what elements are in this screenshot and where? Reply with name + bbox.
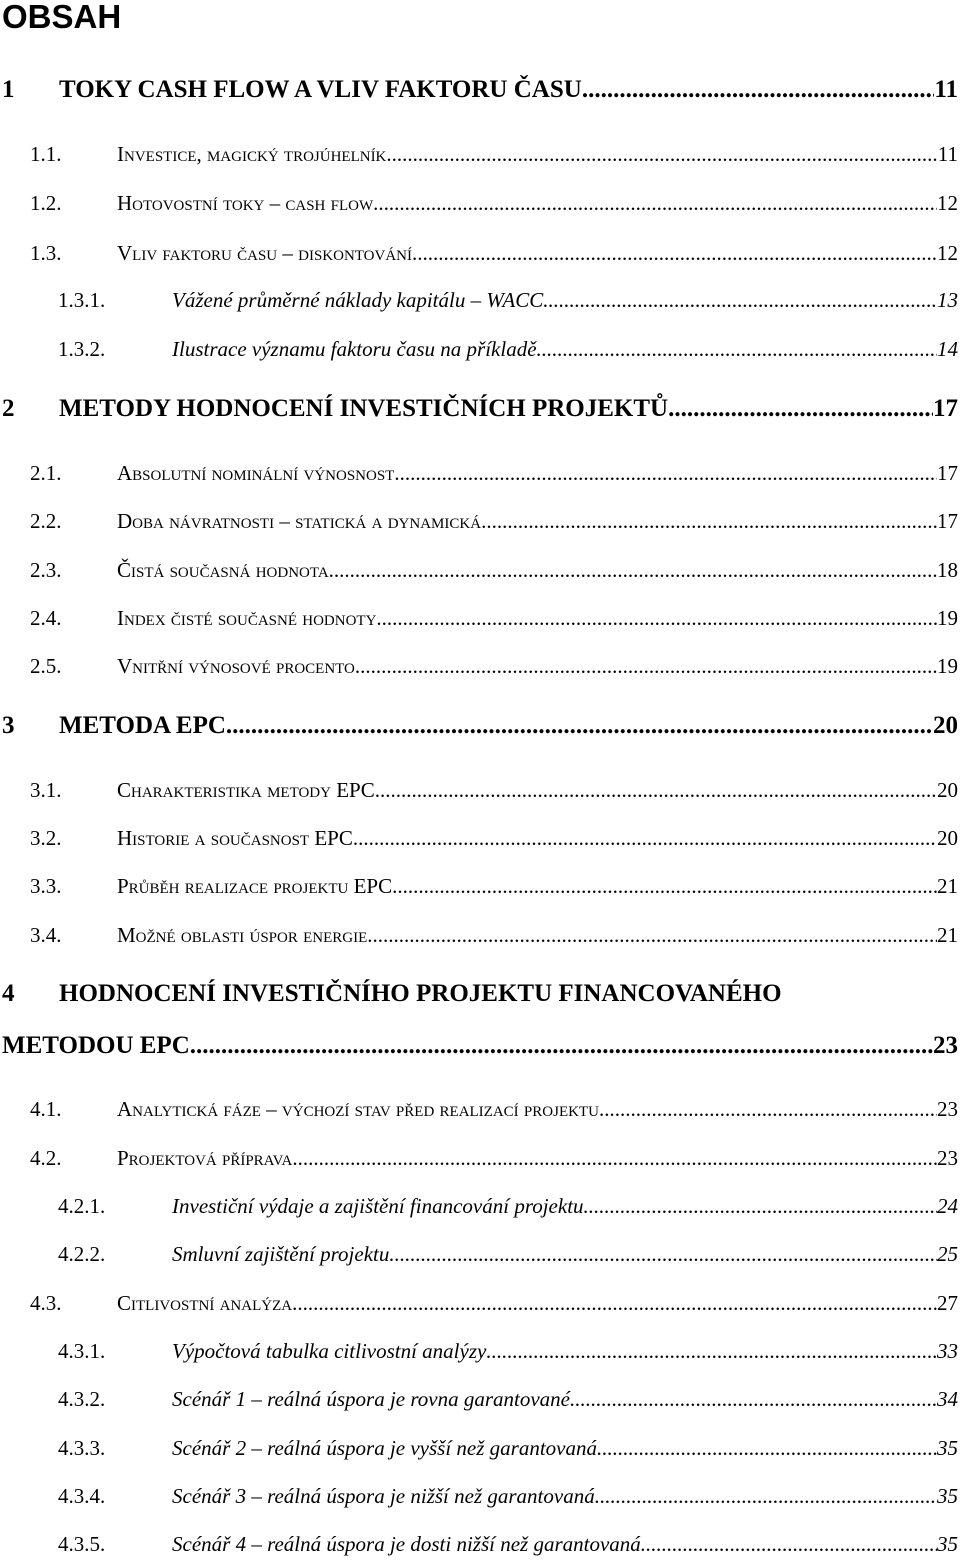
entry-number: 1.3.1. [58,288,106,312]
entry-number: 3.4. [30,923,62,947]
dot-leader [292,1146,937,1171]
entry-number: 4.2.2. [58,1242,106,1266]
entry-title: Investiční výdaje a zajištění financování projektu [172,1194,584,1218]
entry-page-number: 17 [937,509,958,533]
entry-number: 2.5. [30,654,62,678]
toc-entry-subsection-4-3-5[interactable] [58,1527,958,1557]
dot-leader [367,923,937,948]
toc-entry-subsection-1-3-2[interactable] [58,332,958,362]
entry-number: 2 [2,395,15,422]
dot-leader [376,606,937,631]
dot-leader [486,1339,937,1364]
entry-number: 2.3. [30,558,62,582]
entry-number: 1.2. [30,191,62,215]
dot-leader [412,241,937,266]
toc-entry-subsection-4-2-2[interactable] [58,1237,958,1267]
dot-leader [570,1387,937,1412]
entry-title: Scénář 2 – reálná úspora je vyšší než garantovaná [172,1436,598,1460]
entry-title: METODA EPC [59,712,226,739]
dot-leader [292,1291,937,1316]
toc-entry-section-3-4[interactable] [30,918,958,948]
toc-entry-subsection-1-3-1[interactable] [58,283,958,313]
toc-entry-chapter-1[interactable] [2,74,958,104]
dot-leader [543,288,937,313]
entry-page-number: 19 [937,654,958,678]
toc-entry-section-4-1[interactable] [30,1092,958,1122]
entry-number: 3.3. [30,874,62,898]
entry-page-number: 21 [937,874,958,898]
dot-leader [641,1532,937,1557]
toc-entry-section-2-1[interactable] [30,456,958,486]
entry-page-number: 19 [937,606,958,630]
entry-title: Scénář 3 – reálná úspora je nižší než garantovaná [172,1484,595,1508]
toc-entry-chapter-2[interactable] [2,393,958,423]
dot-leader [375,778,937,803]
dot-leader [389,1242,937,1267]
entry-number: 3.2. [30,826,62,850]
entry-page-number: 11 [934,76,958,103]
entry-number: 2.1. [30,461,62,485]
entry-page-number: 35 [937,1532,958,1556]
entry-title-continuation: METODOU EPC [2,1032,190,1059]
toc-entry-subsection-4-3-3[interactable] [58,1431,958,1461]
entry-title: Absolutní nominální výnosnost [117,461,395,485]
toc-entry-chapter-3[interactable] [2,710,958,740]
dot-leader [597,1436,937,1461]
dot-leader [353,826,937,851]
entry-page-number: 27 [937,1291,958,1315]
entry-page-number: 34 [937,1387,958,1411]
entry-page-number: 18 [937,558,958,582]
entry-title: Smluvní zajištění projektu [172,1242,390,1266]
entry-title: Analytická fáze – výchozí stav před realizací projektu [117,1097,599,1121]
toc-entry-section-3-1[interactable] [30,773,958,803]
entry-number: 2.4. [30,606,62,630]
toc-entry-section-4-2[interactable] [30,1141,958,1171]
entry-number: 1.3.2. [58,337,106,361]
toc-entry-section-2-3[interactable] [30,553,958,583]
toc-entry-section-4-3[interactable] [30,1286,958,1316]
entry-title: Charakteristika metody EPC [117,778,375,802]
entry-page-number: 20 [937,778,958,802]
entry-page-number: 35 [937,1484,958,1508]
entry-title: Výpočtová tabulka citlivostní analýzy [172,1339,487,1363]
toc-entry-section-3-3[interactable] [30,869,958,899]
entry-title: Vliv faktoru času – diskontování [117,241,413,265]
toc-entry-subsection-4-3-2[interactable] [58,1382,958,1412]
entry-page-number: 21 [937,923,958,947]
entry-number: 1.1. [30,142,62,166]
dot-leader [394,461,937,486]
entry-title: Projektová příprava [117,1146,293,1170]
entry-number: 4.3.2. [58,1387,106,1411]
entry-page-number: 35 [937,1436,958,1460]
entry-number: 3.1. [30,778,62,802]
toc-entry-section-2-2[interactable] [30,504,958,534]
entry-title: Vážené průměrné náklady kapitálu – WACC [172,288,544,312]
entry-number: 4.3.1. [58,1339,106,1363]
entry-number: 4 [2,980,15,1007]
entry-title: Citlivostní analýza [117,1291,293,1315]
entry-page-number: 23 [937,1097,958,1121]
entry-title: Scénář 4 – reálná úspora je dosti nižší než garantovaná [172,1532,641,1556]
entry-number: 1.3. [30,241,62,265]
dot-leader [190,1032,933,1060]
entry-title: Scénář 1 – reálná úspora je rovna garantované [172,1387,570,1411]
entry-page-number: 12 [937,191,958,215]
dot-leader [582,76,935,104]
toc-entry-chapter-4[interactable] [2,1030,958,1060]
toc-entry-subsection-4-2-1[interactable] [58,1189,958,1219]
entry-page-number: 14 [937,337,958,361]
entry-title: TOKY CASH FLOW A VLIV FAKTORU ČASU [59,76,582,103]
entry-number: 2.2. [30,509,62,533]
entry-title: METODY HODNOCENÍ INVESTIČNÍCH PROJEKTŮ [59,395,669,422]
entry-title: Čistá současná hodnota [117,558,329,582]
dot-leader [584,1194,937,1219]
dot-leader [386,142,937,167]
entry-number: 4.3.3. [58,1436,106,1460]
entry-number: 4.3.4. [58,1484,106,1508]
entry-title: Doba návratnosti – statická a dynamická [117,509,482,533]
entry-title: HODNOCENÍ INVESTIČNÍHO PROJEKTU FINANCOVANÉHO [59,980,782,1007]
toc-entry-subsection-4-3-1[interactable] [58,1334,958,1364]
dot-leader [668,395,933,423]
entry-number: 4.2. [30,1146,62,1170]
toc-entry-subsection-4-3-4[interactable] [58,1479,958,1509]
entry-page-number: 25 [937,1242,958,1266]
dot-leader [481,509,937,534]
entry-page-number: 23 [937,1146,958,1170]
entry-title: Ilustrace významu faktoru času na příkladě [172,337,537,361]
toc-entry-section-2-5[interactable] [30,649,958,679]
dot-leader [329,558,937,583]
entry-number: 4.3.5. [58,1532,106,1556]
entry-number: 4.3. [30,1291,62,1315]
entry-page-number: 20 [933,712,958,739]
entry-number: 4.1. [30,1097,62,1121]
toc-entry-section-2-4[interactable] [30,601,958,631]
toc-entry-section-1-3[interactable] [30,236,958,266]
entry-title: Investice, magický trojúhelník [117,142,387,166]
entry-page-number: 23 [933,1032,958,1059]
toc-entry-section-1-2[interactable] [30,186,958,216]
entry-number: 1 [2,76,15,103]
entry-title: Hotovostní toky – cash flow [117,191,374,215]
entry-page-number: 11 [937,142,958,166]
toc-heading: OBSAH [2,0,122,35]
dot-leader [595,1484,937,1509]
entry-title: Možné oblasti úspor energie [117,923,368,947]
entry-page-number: 12 [937,241,958,265]
entry-page-number: 17 [937,461,958,485]
entry-page-number: 24 [937,1194,958,1218]
entry-title: Vnitřní výnosové procento [117,654,355,678]
entry-page-number: 17 [933,395,958,422]
entry-page-number: 20 [937,826,958,850]
entry-page-number: 33 [937,1339,958,1363]
entry-title: Historie a současnost EPC [117,826,353,850]
toc-entry-chapter-4-first-line[interactable] [2,980,960,1008]
dot-leader [537,337,937,362]
toc-entry-section-3-2[interactable] [30,821,958,851]
entry-page-number: 13 [937,288,958,312]
dot-leader [599,1097,937,1122]
dot-leader [373,191,937,216]
entry-title: Průběh realizace projektu EPC [117,874,393,898]
dot-leader [226,712,933,740]
dot-leader [355,654,937,679]
entry-title: Index čisté současné hodnoty [117,606,377,630]
dot-leader [392,874,937,899]
entry-number: 3 [2,712,15,739]
toc-entry-section-1-1[interactable] [30,137,958,167]
entry-number: 4.2.1. [58,1194,106,1218]
